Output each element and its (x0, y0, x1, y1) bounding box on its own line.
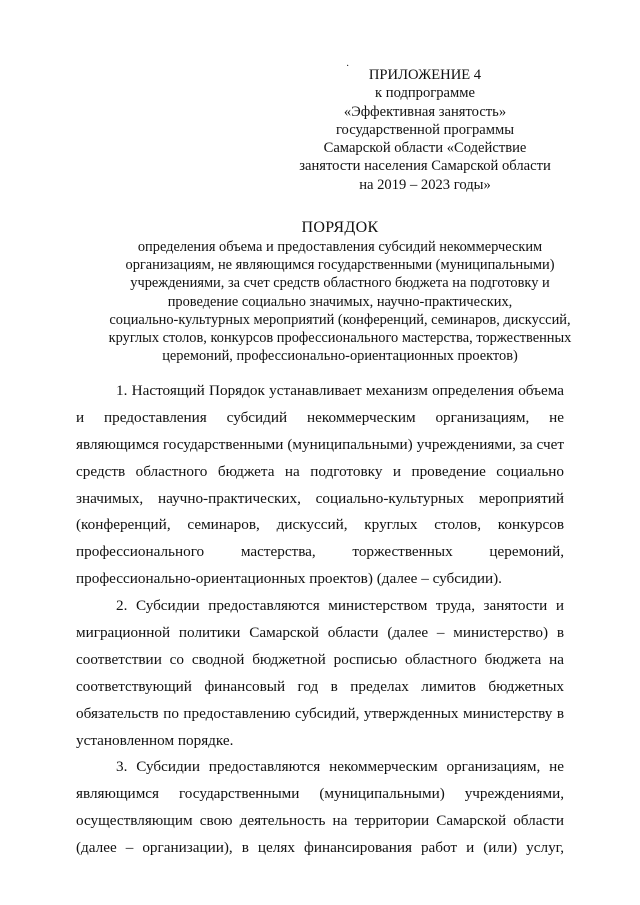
appendix-header (270, 66, 580, 194)
subtitle-line: социально-культурных мероприятий (конференций, семинаров, дискуссий, (109, 311, 571, 328)
text-line: 1. Настоящий Порядок устанавливает механизм определения объема (116, 382, 564, 399)
subtitle-line: проведение социально значимых, научно-практических, (167, 293, 513, 310)
text-line: соответствующий финансовый год в пределах лимитов бюджетных (76, 677, 564, 695)
text-line: являющимся государственными (муниципальными) учреждениями, за счет (76, 435, 564, 453)
paragraph-3 (76, 754, 564, 862)
subtitle-line: церемоний, профессионально-ориентационных проектов) (162, 348, 518, 365)
text-line: профессионально-ориентационных проектов) (далее – субсидии). (76, 570, 502, 588)
document-subtitle (40, 238, 640, 365)
appendix-line: на 2019 – 2023 годы» (359, 176, 491, 193)
text-line: 2. Субсидии предоставляются министерством труда, занятости и (116, 597, 564, 615)
text-line: соответствии со сводной бюджетной росписью областного бюджета на (76, 650, 564, 668)
text-line: (конференций, семинаров, дискуссий, круглых столов, конкурсов (76, 516, 564, 534)
document-title: ПОРЯДОК (301, 219, 379, 236)
text-line: миграционной политики Самарской области (далее – министерство) в (76, 624, 564, 642)
paragraph-2 (76, 593, 564, 754)
appendix-line: Самарской области «Содействие (323, 140, 527, 157)
text-line: осуществляющим свою деятельность на территории Самарской области (76, 812, 564, 830)
subtitle-line: организациям, не являющимся государственными (муниципальными) (125, 257, 555, 274)
appendix-line: ПРИЛОЖЕНИЕ 4 (368, 67, 482, 83)
appendix-line: к подпрограмме (375, 85, 475, 102)
text-line: являющимся государственными (муниципальными) учреждениями, (76, 785, 564, 803)
text-line: профессионального мастерства, торжественных церемоний, (76, 543, 564, 561)
text-line: и предоставления субсидий некоммерческим организациям, не (76, 408, 564, 426)
paragraph-1 (76, 378, 564, 593)
text-line: установленном порядке. (76, 731, 234, 749)
subtitle-line: круглых столов, конкурсов профессионального мастерства, торжественных (108, 330, 572, 347)
appendix-line: «Эффективная занятость» (343, 103, 507, 120)
text-line: 3. Субсидии предоставляются некоммерческим организациям, не (116, 758, 564, 776)
subtitle-line: учреждениями, за счет средств областного бюджета на подготовку и (130, 275, 550, 292)
appendix-line: государственной программы (335, 121, 515, 138)
text-line: обязательств по предоставлению субсидий, утвержденных министерству в (76, 704, 564, 722)
document-body (76, 378, 564, 862)
appendix-line: занятости населения Самарской области (299, 158, 551, 175)
text-line: значимых, научно-практических, социально-культурных мероприятий (76, 489, 564, 507)
subtitle-line: определения объема и предоставления субсидий некоммерческим (137, 239, 543, 255)
text-line: средств областного бюджета на подготовку и проведение социально (76, 462, 564, 480)
margin-mark: · (346, 61, 350, 72)
text-line: (далее – организации), в целях финансирования работ и (или) услуг, (76, 839, 564, 857)
